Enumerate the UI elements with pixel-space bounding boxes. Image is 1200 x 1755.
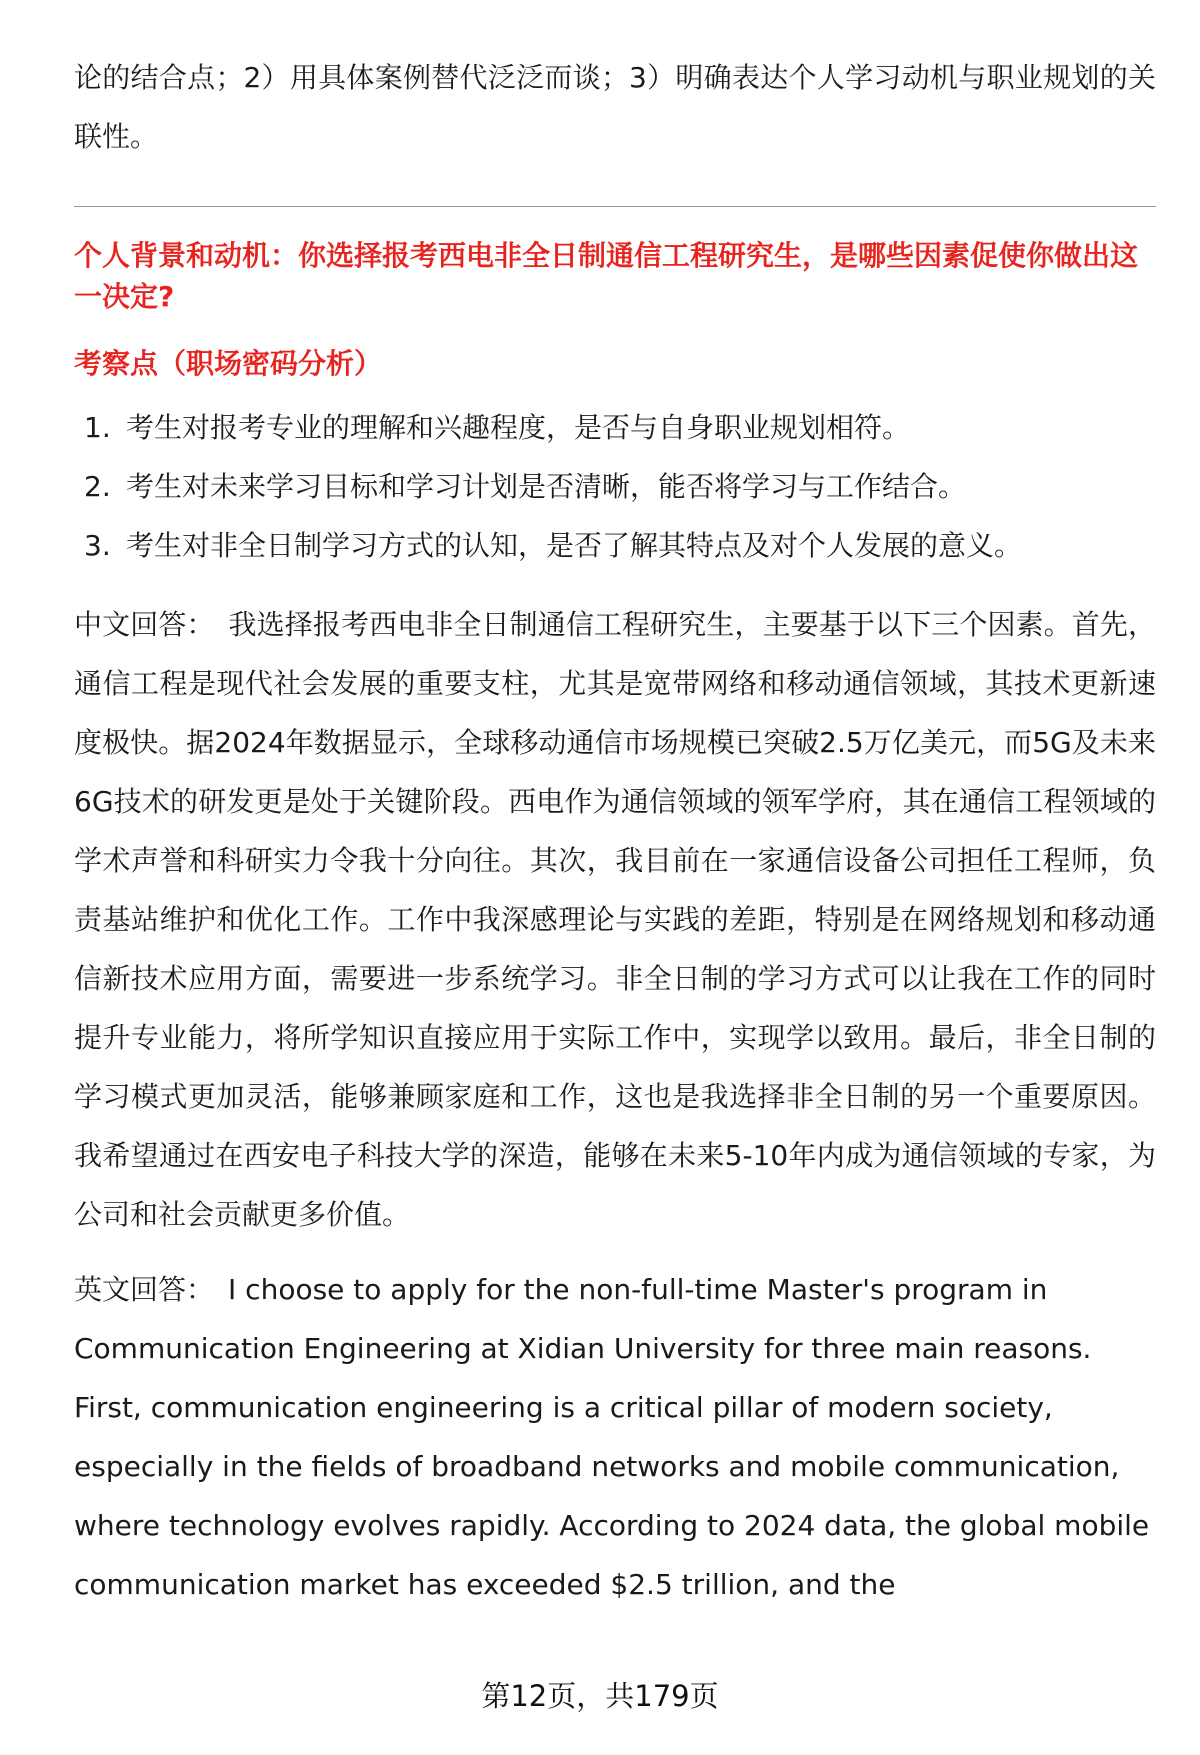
list-item	[84, 398, 1156, 457]
page-number: 第12页，共179页	[481, 1679, 719, 1713]
english-answer-label: 英文回答：	[74, 1273, 215, 1306]
chinese-answer-text: 我选择报考西电非全日制通信工程研究生，主要基于以下三个因素。首先，通信工程是现代社会发展的重要支柱，尤其是宽带网络和移动通信领域，其技术更新速度极快。据2024年数据显示，全球移动通信市场规模已突破2.5万亿美元，而5G及未来6G技术的研发更是处于关键阶段。西电作为通信领域的领军学府，其在通信工程领域的学术声誉和科研实力令我十分向往。其次，我目前在一家通信设备公司担任工程师，负责基站维护和优化工作。工作中我深感理论与实践的差距，特别是在网络规划和移动通信新技术应用方面，需要进一步系统学习。非全日制的学习方式可以让我在工作的同时提升专业能力，将所学知识直接应用于实际工作中，实现学以致用。最后，非全日制的学习模式更加灵活，能够兼顾家庭和工作，这也是我选择非全日制的另一个重要原因。我希望通过在西安电子科技大学的深造，能够在未来5-10年内成为通信领域的专家，为公司和社会贡献更多价值。	[74, 608, 1156, 1231]
list-item-text: 考生对非全日制学习方式的认知，是否了解其特点及对个人发展的意义。	[126, 529, 1023, 562]
list-item-number: 2.	[84, 470, 111, 503]
assessment-list	[74, 398, 1156, 575]
assessment-title: 考察点（职场密码分析）	[74, 347, 383, 380]
list-item-number: 1.	[84, 411, 111, 444]
list-item	[84, 457, 1156, 516]
list-item-text: 考生对报考专业的理解和兴趣程度，是否与自身职业规划相符。	[126, 411, 911, 444]
intro-paragraph: 论的结合点；2）用具体案例替代泛泛而谈；3）明确表达个人学习动机与职业规划的关联性。	[74, 61, 1156, 153]
list-item-number: 3.	[84, 529, 111, 562]
question-title: 个人背景和动机：你选择报考西电非全日制通信工程研究生，是哪些因素促使你做出这一决定?	[74, 239, 1139, 313]
chinese-answer-label: 中文回答：	[74, 608, 215, 641]
english-answer-text: I choose to apply for the non-full-time Master's program in Communication Engineering at Xidian University for three main reasons. First, communication engineering is a critical pillar of modern society, especially in the fields of broadband networks and mobile communication, where technology evolves rapidly. According to 2024 data, the global mobile communication market has exceeded $2.5 trillion, and the	[74, 1273, 1150, 1601]
english-answer	[74, 1260, 1156, 1614]
section-divider	[74, 206, 1156, 207]
list-item	[84, 516, 1156, 575]
document-page	[74, 48, 1156, 1614]
chinese-answer	[74, 595, 1156, 1244]
list-item-text: 考生对未来学习目标和学习计划是否清晰，能否将学习与工作结合。	[126, 470, 967, 503]
